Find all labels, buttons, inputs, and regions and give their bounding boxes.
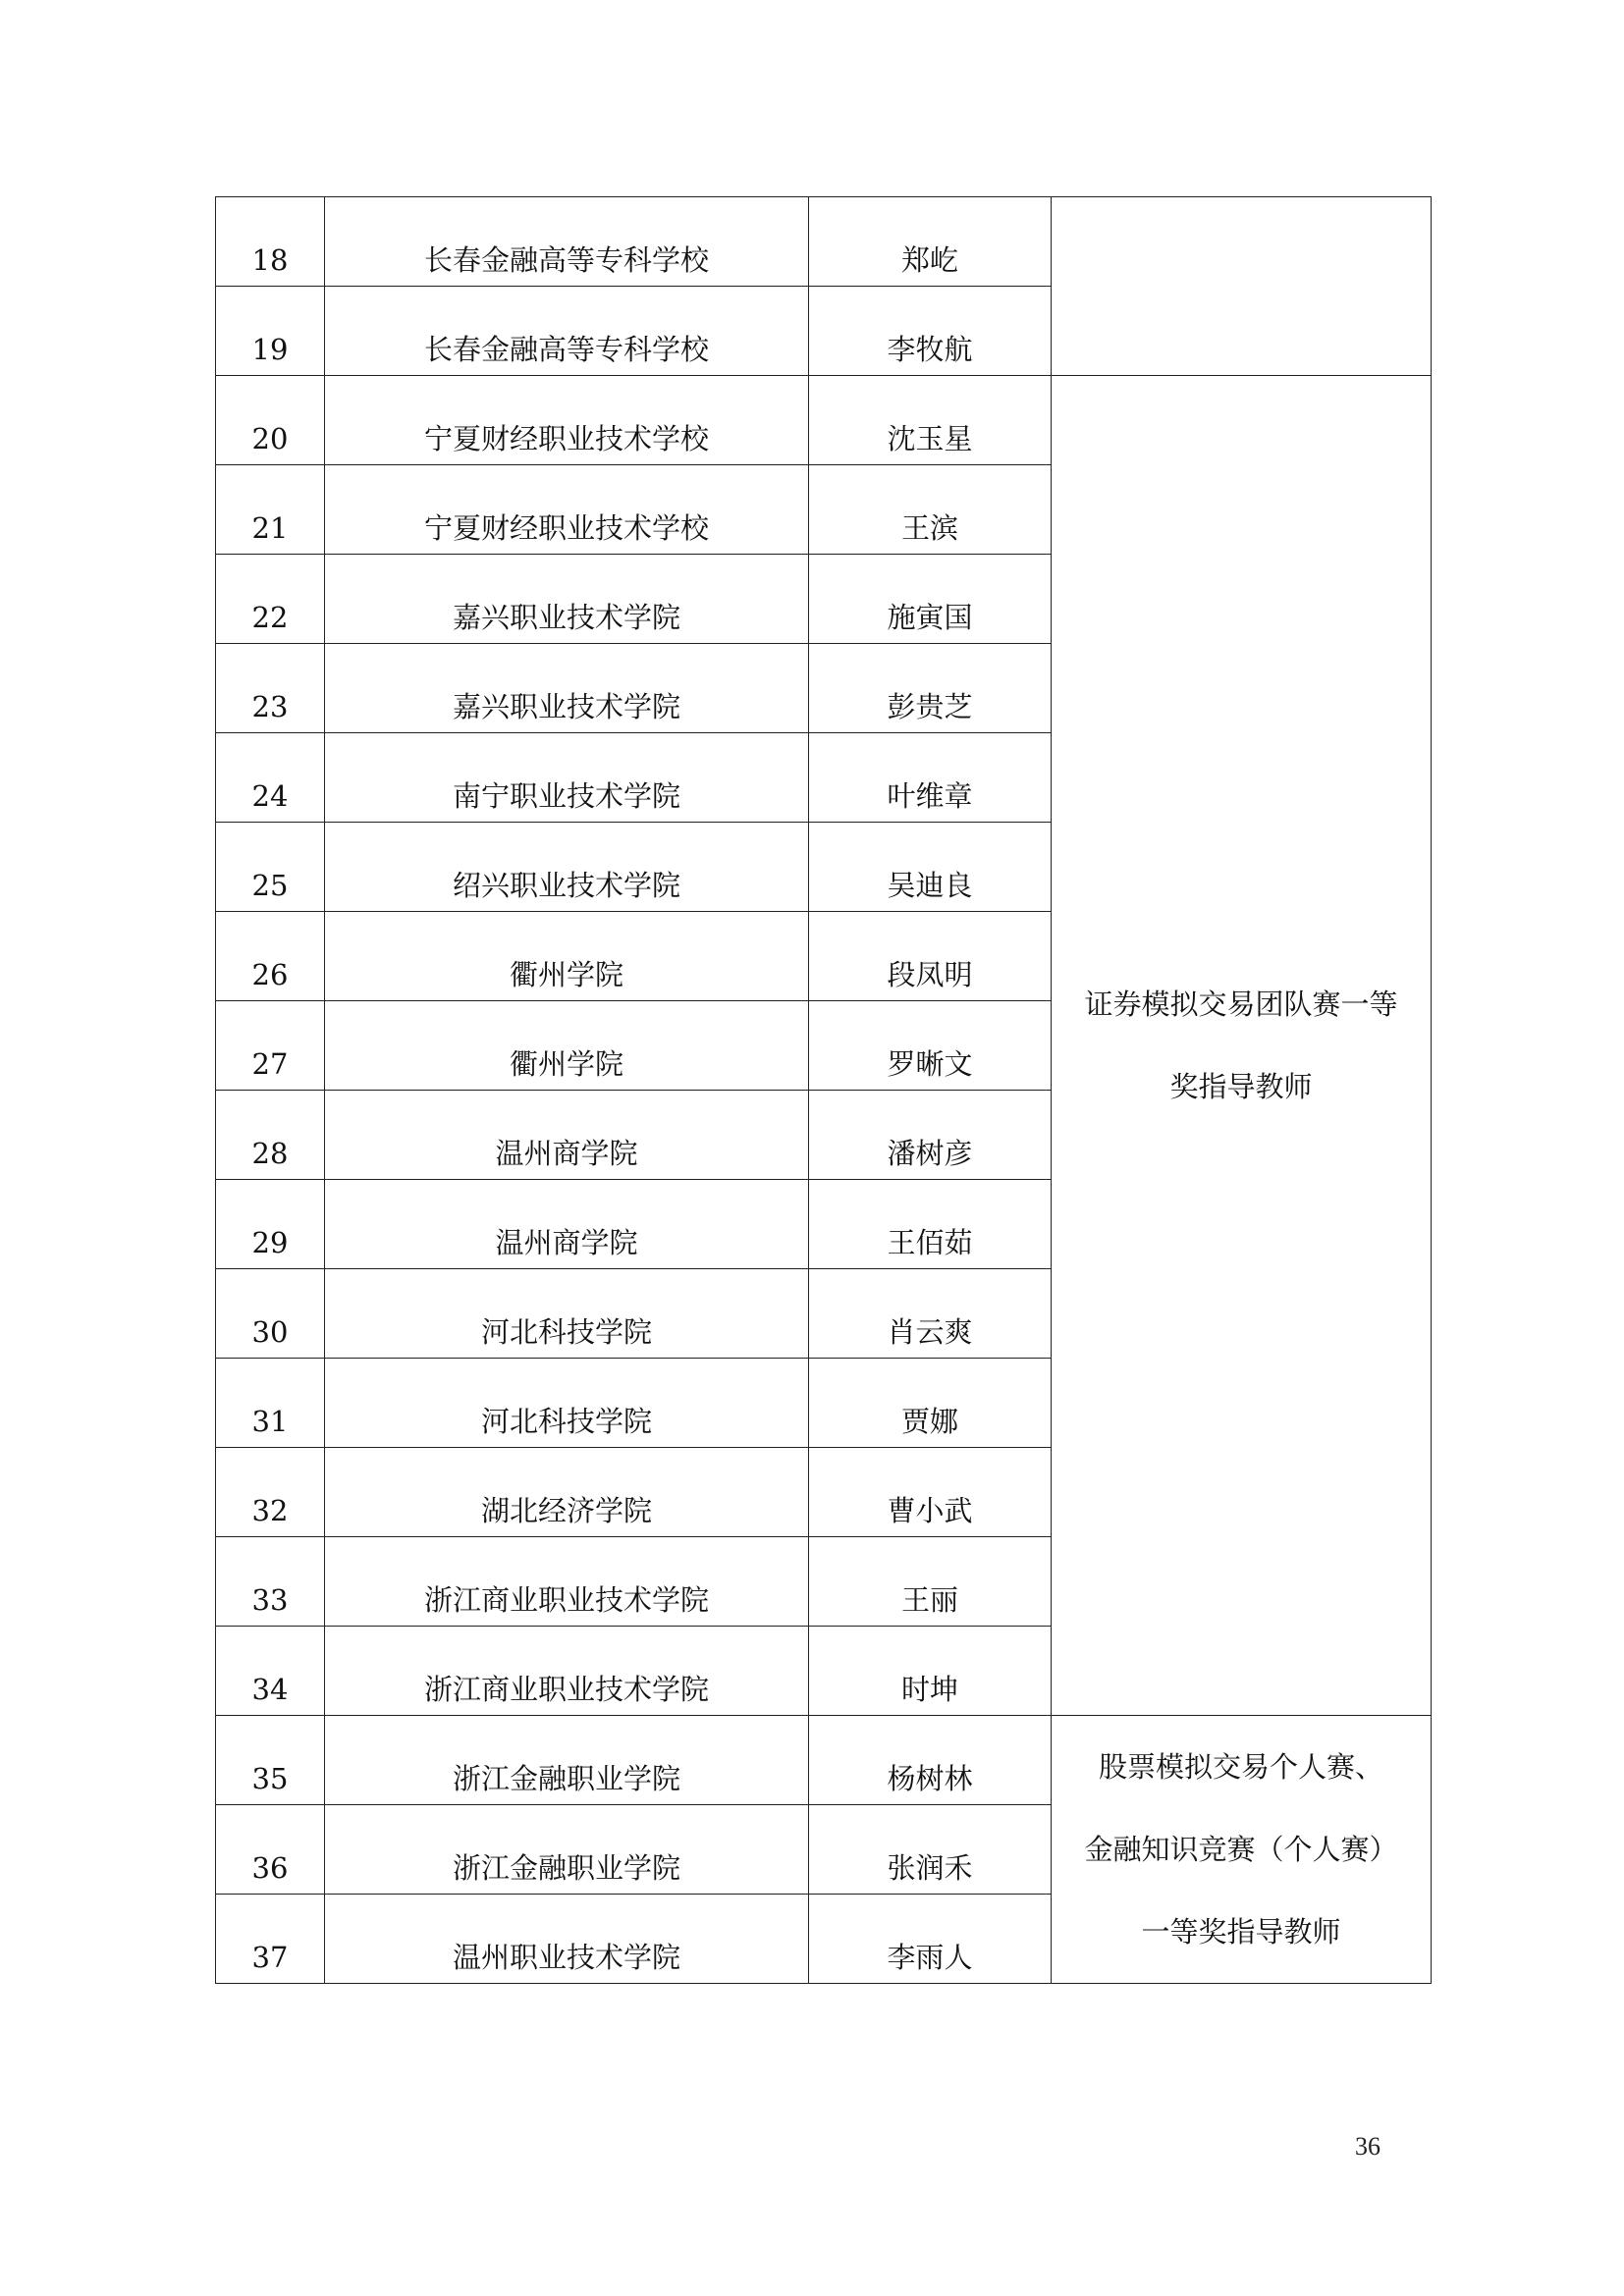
row-number: 32 [216,1448,325,1537]
school-name: 长春金融高等专科学校 [325,287,809,376]
teacher-name: 叶维章 [809,733,1052,823]
teacher-name: 彭贵芝 [809,644,1052,733]
school-name: 绍兴职业技术学院 [325,823,809,912]
award-instructor-table [215,196,1432,1984]
teacher-name: 曹小武 [809,1448,1052,1537]
school-name: 长春金融高等专科学校 [325,197,809,287]
table-body [216,197,1432,1984]
row-number: 19 [216,287,325,376]
teacher-name: 杨树林 [809,1716,1052,1805]
row-number: 27 [216,1001,325,1091]
teacher-name: 贾娜 [809,1359,1052,1448]
row-number: 37 [216,1895,325,1984]
teacher-name: 肖云爽 [809,1269,1052,1359]
school-name: 嘉兴职业技术学院 [325,555,809,644]
row-number: 31 [216,1359,325,1448]
teacher-name: 张润禾 [809,1805,1052,1895]
award-cell-team-first-prize [1052,376,1432,1716]
school-name: 河北科技学院 [325,1269,809,1359]
teacher-name: 潘树彦 [809,1091,1052,1180]
award-text-line: 证券模拟交易团队赛一等 [1084,988,1398,1021]
row-number: 21 [216,465,325,555]
teacher-name: 罗晰文 [809,1001,1052,1091]
school-name: 衢州学院 [325,912,809,1001]
school-name: 湖北经济学院 [325,1448,809,1537]
school-name: 浙江金融职业学院 [325,1805,809,1895]
teacher-name: 王滨 [809,465,1052,555]
teacher-name: 李牧航 [809,287,1052,376]
row-number: 24 [216,733,325,823]
teacher-name: 时坤 [809,1627,1052,1716]
teacher-name: 吴迪良 [809,823,1052,912]
row-number: 23 [216,644,325,733]
teacher-name: 沈玉星 [809,376,1052,465]
school-name: 浙江商业职业技术学院 [325,1627,809,1716]
school-name: 温州商学院 [325,1180,809,1269]
school-name: 温州职业技术学院 [325,1895,809,1984]
award-text-line: 股票模拟交易个人赛、 [1098,1750,1383,1784]
school-name: 衢州学院 [325,1001,809,1091]
teacher-name: 施寅国 [809,555,1052,644]
table-row [216,197,1432,287]
row-number: 22 [216,555,325,644]
row-number: 36 [216,1805,325,1895]
page-number: 36 [1355,2132,1380,2161]
table-row [216,376,1432,465]
row-number: 30 [216,1269,325,1359]
row-number: 25 [216,823,325,912]
award-text-line: 一等奖指导教师 [1141,1915,1341,1949]
award-text-line: 金融知识竞赛（个人赛） [1084,1833,1398,1866]
row-number: 20 [216,376,325,465]
row-number: 34 [216,1627,325,1716]
school-name: 浙江金融职业学院 [325,1716,809,1805]
table-row [216,1716,1432,1805]
award-cell-continued [1052,197,1432,376]
school-name: 温州商学院 [325,1091,809,1180]
award-text-line: 奖指导教师 [1169,1070,1313,1103]
school-name: 宁夏财经职业技术学校 [325,376,809,465]
school-name: 浙江商业职业技术学院 [325,1537,809,1627]
school-name: 宁夏财经职业技术学校 [325,465,809,555]
teacher-name: 王丽 [809,1537,1052,1627]
teacher-name: 段凤明 [809,912,1052,1001]
row-number: 33 [216,1537,325,1627]
school-name: 南宁职业技术学院 [325,733,809,823]
school-name: 嘉兴职业技术学院 [325,644,809,733]
row-number: 29 [216,1180,325,1269]
row-number: 26 [216,912,325,1001]
row-number: 35 [216,1716,325,1805]
school-name: 河北科技学院 [325,1359,809,1448]
teacher-name: 李雨人 [809,1895,1052,1984]
row-number: 28 [216,1091,325,1180]
award-cell-individual-first-prize [1052,1716,1432,1984]
row-number: 18 [216,197,325,287]
teacher-name: 王佰茹 [809,1180,1052,1269]
teacher-name: 郑屹 [809,197,1052,287]
